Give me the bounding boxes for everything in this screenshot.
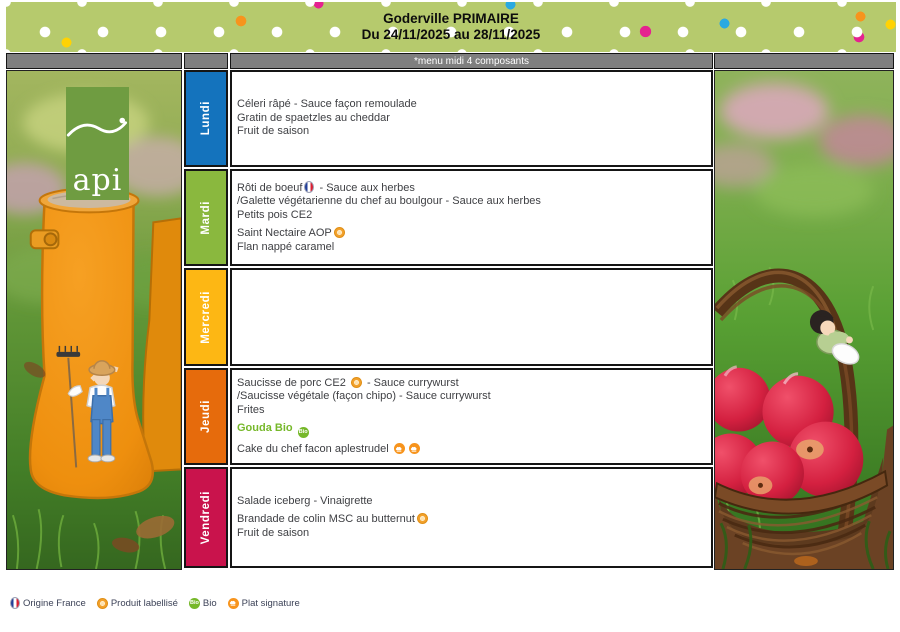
subheader-cell-right: [714, 53, 894, 69]
menu-line: Flan nappé caramel: [237, 240, 335, 253]
menu-line: Gouda Bio Bio: [237, 422, 711, 438]
plat-signature-icon: [409, 443, 420, 454]
menu-line: /Galette végétarienne du chef au boulgour - Sauce aux herbes: [237, 195, 541, 208]
day-tab-lundi: [184, 70, 228, 167]
menu-line: Céleri râpé - Sauce façon remoulade: [237, 98, 417, 111]
day-tab-vendredi: [184, 467, 228, 568]
bio-icon: Bio: [189, 598, 200, 609]
origine-france-icon: [304, 181, 314, 193]
menu-cell-mercredi: [230, 268, 713, 366]
legend: [8, 597, 300, 609]
legend-item-origine-france: [8, 597, 86, 609]
legend-item-produit-labellise: [95, 598, 178, 609]
menu-note: *menu midi 4 composants: [413, 55, 530, 67]
menu-table: [0, 70, 900, 570]
legend-label: Bio: [202, 597, 217, 609]
menu-line: Salade iceberg - Vinaigrette: [237, 494, 373, 507]
menu-line: Fruit de saison: [237, 125, 310, 138]
day-label: Vendredi: [200, 490, 212, 545]
page-title: Goderville PRIMAIRE: [383, 11, 519, 26]
menu-line: Petits pois CE2: [237, 208, 313, 221]
day-tab-mardi: [184, 169, 228, 266]
menu-line: /Saucisse végétale (façon chipo) - Sauce currywurst: [237, 390, 491, 402]
menu-line: Fruit de saison: [237, 526, 310, 539]
produit-labellise-icon: [97, 598, 108, 609]
day-label: Mardi: [200, 200, 212, 235]
menu-cell-vendredi: [230, 467, 713, 568]
legend-item-plat-signature: [226, 598, 300, 609]
subheader-cell-left: [6, 53, 182, 69]
legend-item-bio: [187, 598, 217, 609]
bio-icon: Bio: [298, 427, 309, 438]
plat-signature-icon: [394, 443, 405, 454]
legend-label: Plat signature: [241, 597, 300, 609]
menu-line: Brandade de colin MSC au butternut: [237, 513, 711, 527]
day-tab-mercredi: [184, 268, 228, 366]
menu-line: Gratin de spaetzles au cheddar: [237, 111, 390, 124]
day-label: Mercredi: [200, 290, 212, 344]
subheader-cell-note: [230, 53, 713, 69]
day-label: Lundi: [200, 101, 212, 136]
menu-cell-lundi: [230, 70, 713, 167]
menu-line: Saint Nectaire AOP: [237, 227, 711, 241]
produit-labellise-icon: [334, 227, 345, 238]
legend-label: Produit labellisé: [110, 597, 178, 609]
api-logo-text: api: [72, 163, 123, 198]
menu-line: Rôti de boeuf - Sauce aux herbes: [237, 181, 415, 194]
menu-line: Cake du chef facon aplestrudel: [237, 443, 711, 457]
menu-cell-jeudi: [230, 368, 713, 465]
menu-line: Saucisse de porc CE2 - Sauce currywurst: [237, 376, 459, 389]
plat-signature-icon: [228, 598, 239, 609]
origine-france-icon: [10, 597, 20, 609]
produit-labellise-icon: [351, 377, 362, 388]
date-range: Du 24/11/2025 au 28/11/2025: [361, 27, 541, 42]
header-banner: [6, 2, 896, 52]
day-tab-jeudi: [184, 368, 228, 465]
subheader-cell-days: [184, 53, 228, 69]
menu-cell-mardi: [230, 169, 713, 266]
produit-labellise-icon: [417, 513, 428, 524]
day-label: Jeudi: [200, 399, 212, 434]
legend-label: Origine France: [23, 597, 86, 609]
menu-line: Frites: [237, 403, 265, 416]
